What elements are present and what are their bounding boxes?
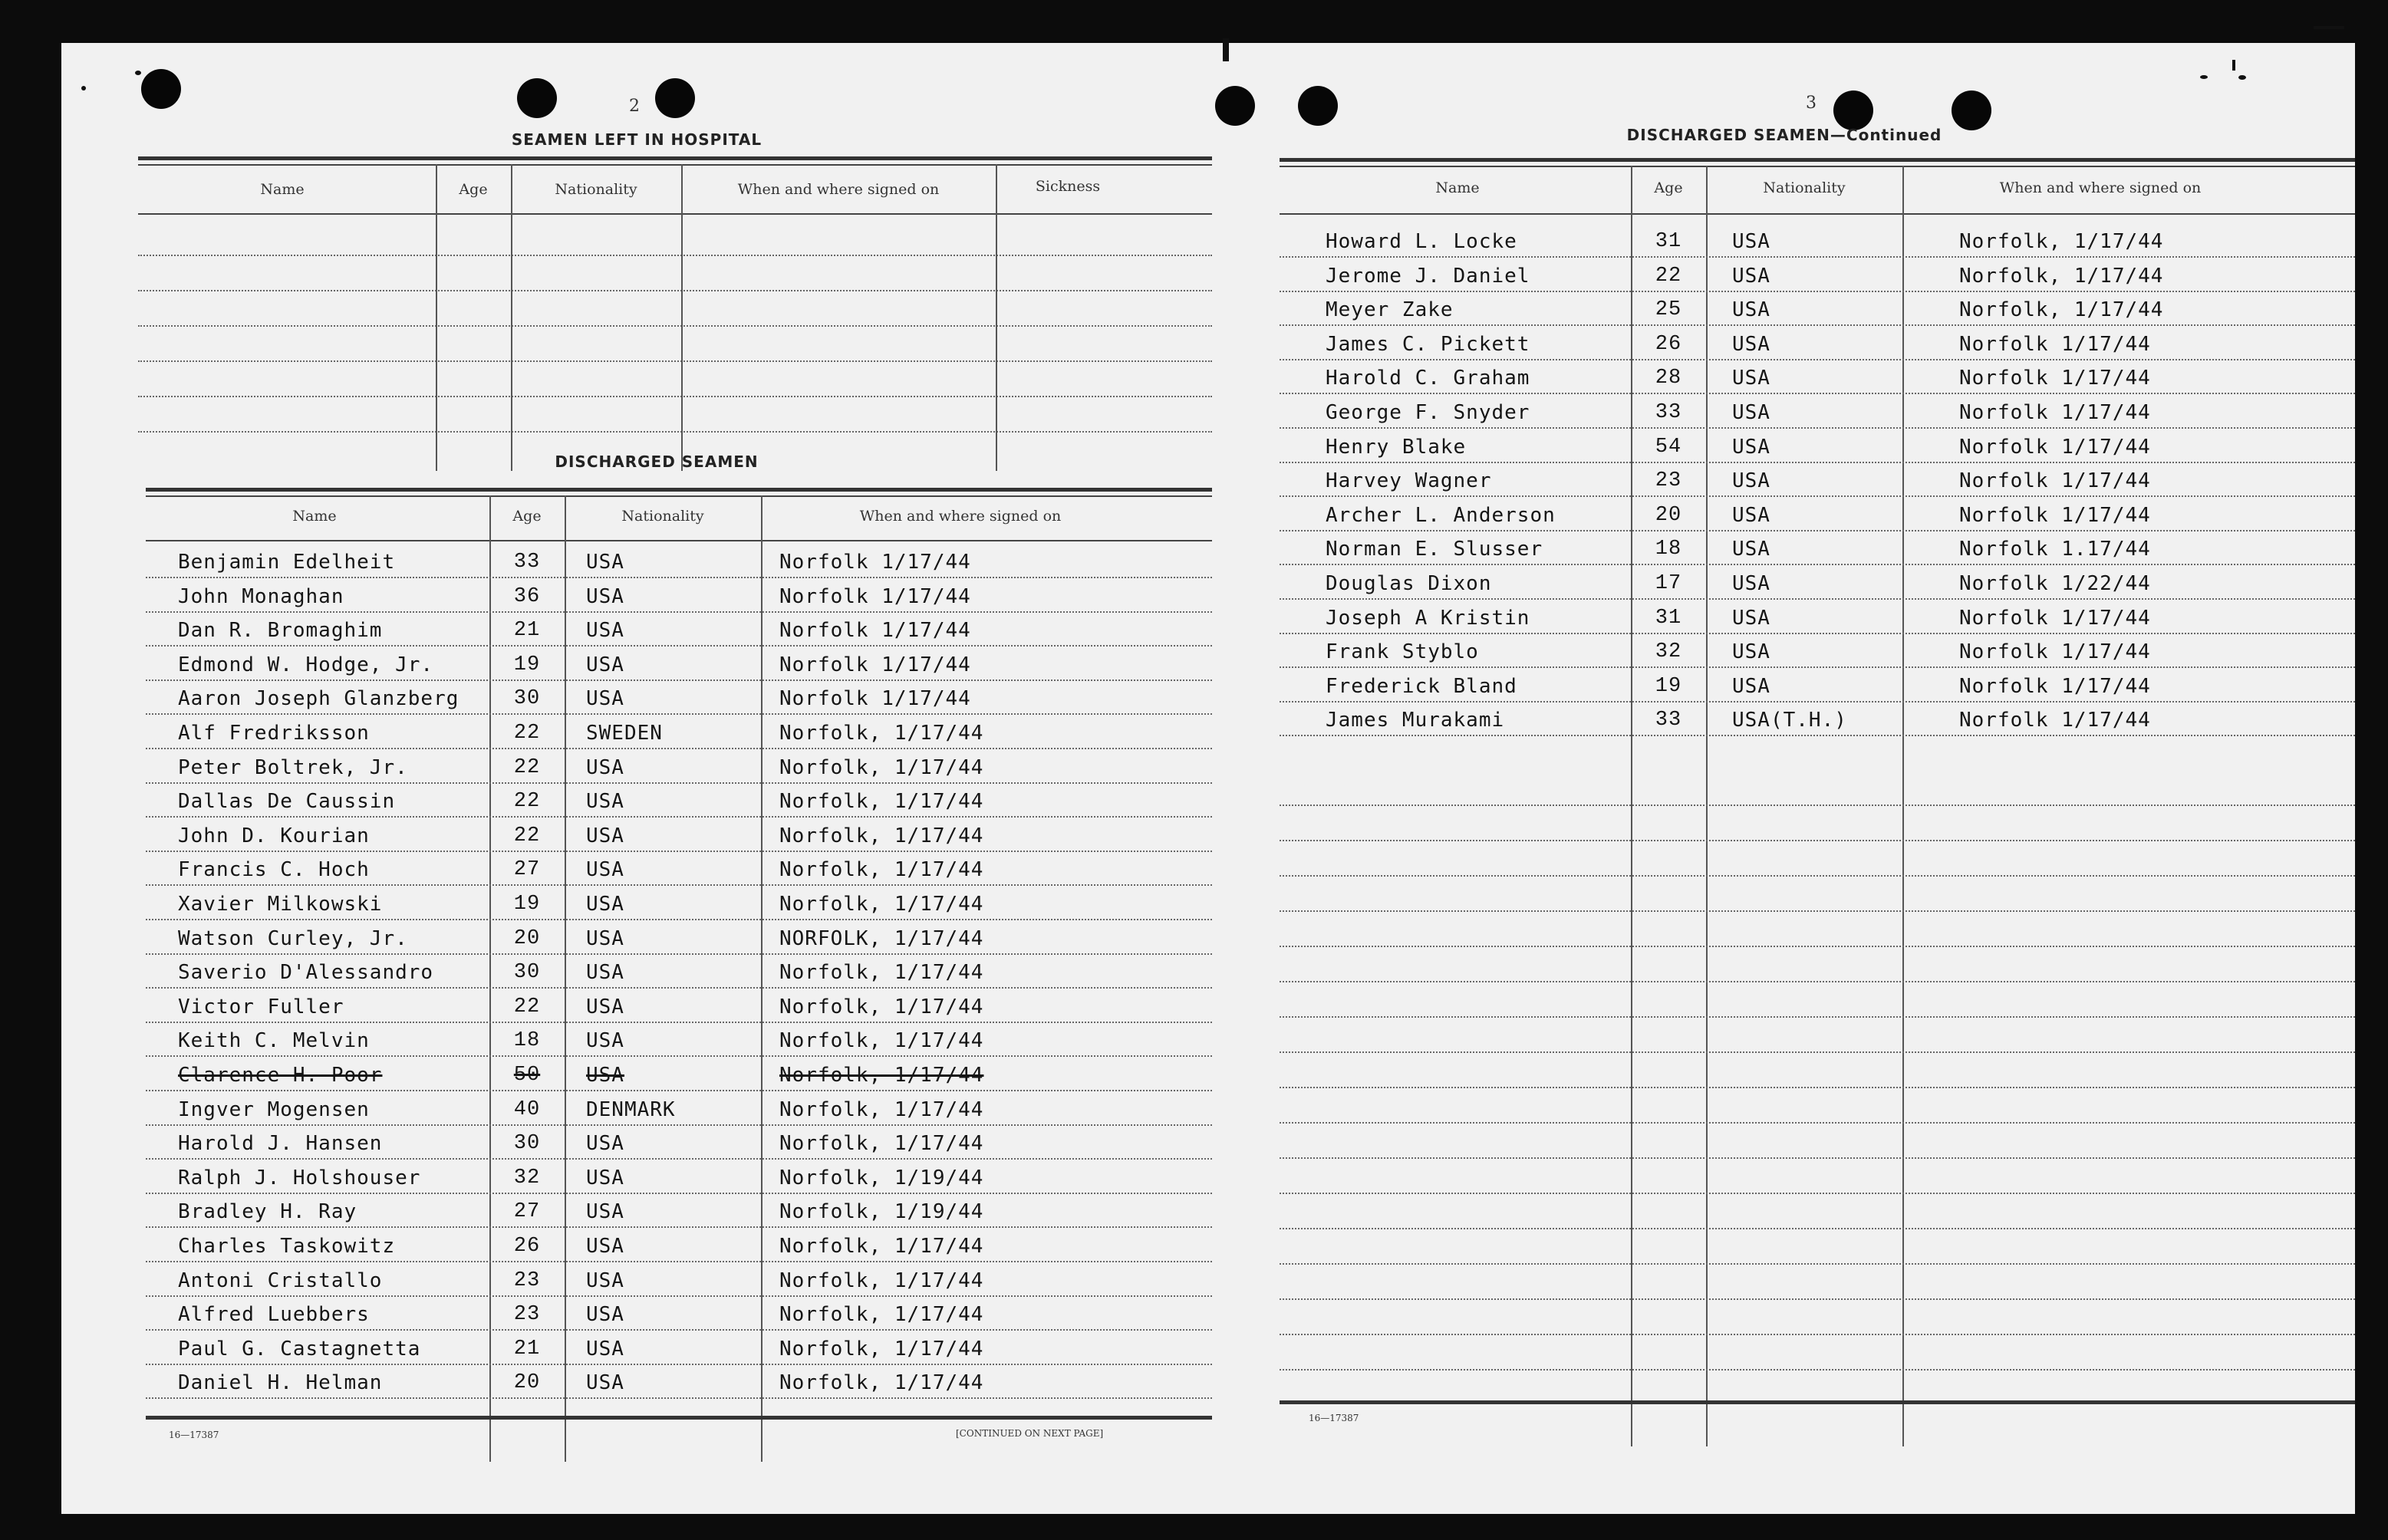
seaman-age: 22 [1655, 264, 1682, 288]
seaman-age: 19 [1655, 674, 1682, 698]
seaman-nationality: USA [586, 961, 624, 985]
seaman-age: 33 [513, 551, 541, 574]
col-header-age: Age [512, 508, 542, 525]
col-header-nationality: Nationality [555, 181, 637, 198]
seaman-age: 18 [1655, 538, 1682, 561]
seaman-name: Harold J. Hansen [178, 1132, 383, 1156]
signed-on: Norfolk, 1/17/44 [779, 722, 984, 745]
seaman-nationality: USA [1732, 606, 1770, 630]
seaman-age: 22 [513, 824, 541, 847]
seaman-age: 17 [1655, 572, 1682, 595]
seaman-age: 21 [513, 619, 541, 643]
seaman-age: 20 [513, 926, 541, 950]
seaman-age: 23 [1655, 469, 1682, 493]
seaman-name: John D. Kourian [178, 824, 370, 847]
seaman-age: 23 [513, 1303, 541, 1327]
seaman-nationality: USA [586, 584, 624, 608]
seaman-age: 33 [1655, 401, 1682, 424]
seaman-age: 27 [513, 858, 541, 882]
seaman-age: 36 [513, 584, 541, 608]
seaman-age: 25 [1655, 298, 1682, 322]
signed-on: Norfolk, 1/17/44 [1959, 230, 2164, 253]
signed-on: Norfolk 1/17/44 [779, 653, 971, 676]
seaman-name: Clarence H. Poor [178, 1064, 383, 1087]
seaman-nationality: USA [586, 824, 624, 847]
punch-hole [1952, 90, 1991, 130]
seaman-nationality: USA [586, 1269, 624, 1292]
signed-on: NORFOLK, 1/17/44 [779, 926, 984, 950]
col-header-name: Name [260, 181, 305, 198]
col-header-name: Name [292, 508, 337, 525]
form-number: 16—17387 [1309, 1413, 1359, 1423]
signed-on: Norfolk, 1/17/44 [779, 1097, 984, 1121]
seaman-name: Harold C. Graham [1326, 367, 1530, 390]
seaman-name: Antoni Cristallo [178, 1269, 383, 1292]
signed-on: Norfolk, 1/17/44 [779, 1371, 984, 1395]
seaman-nationality: USA [586, 790, 624, 814]
seaman-nationality: USA [586, 619, 624, 643]
punch-hole [141, 69, 181, 109]
seaman-age: 20 [513, 1371, 541, 1395]
seaman-nationality: USA [586, 755, 624, 779]
signed-on: Norfolk, 1/17/44 [1959, 298, 2164, 322]
seaman-nationality: USA [1732, 640, 1770, 664]
seaman-name: Victor Fuller [178, 995, 344, 1018]
signed-on: Norfolk 1.17/44 [1959, 538, 2151, 561]
seaman-age: 19 [513, 893, 541, 916]
signed-on: Norfolk, 1/17/44 [779, 1064, 984, 1087]
discharged-section-title: DISCHARGED SEAMEN [555, 452, 759, 471]
seaman-nationality: USA [586, 1064, 624, 1087]
seaman-nationality: USA [1732, 674, 1770, 698]
left-page [61, 43, 1212, 1514]
col-header-signed-on: When and where signed on [859, 508, 1062, 525]
seaman-age: 30 [513, 1132, 541, 1156]
seaman-name: Daniel H. Helman [178, 1371, 383, 1395]
seaman-name: Watson Curley, Jr. [178, 926, 408, 950]
signed-on: Norfolk 1/17/44 [1959, 367, 2151, 390]
seaman-name: Archer L. Anderson [1326, 503, 1556, 527]
seaman-nationality: USA [586, 551, 624, 574]
seaman-name: Saverio D'Alessandro [178, 961, 434, 985]
signed-on: Norfolk 1/17/44 [779, 551, 971, 574]
seaman-name: Paul G. Castagnetta [178, 1337, 421, 1361]
signed-on: Norfolk, 1/17/44 [779, 858, 984, 882]
seaman-age: 33 [1655, 709, 1682, 732]
seaman-nationality: USA [586, 1235, 624, 1258]
seaman-name: Frank Styblo [1326, 640, 1479, 664]
signed-on: Norfolk, 1/17/44 [779, 961, 984, 985]
seaman-nationality: USA [1732, 469, 1770, 493]
signed-on: Norfolk, 1/17/44 [1959, 264, 2164, 288]
seaman-age: 23 [513, 1269, 541, 1292]
seaman-nationality: USA [1732, 298, 1770, 322]
seaman-age: 26 [1655, 332, 1682, 356]
seaman-age: 26 [513, 1235, 541, 1258]
signed-on: Norfolk 1/17/44 [1959, 435, 2151, 459]
seaman-name: James Murakami [1326, 709, 1505, 732]
discharged-continued-title: DISCHARGED SEAMEN—Continued [1626, 126, 1942, 144]
signed-on: Norfolk, 1/17/44 [779, 790, 984, 814]
punch-hole [1833, 90, 1873, 130]
seaman-name: Benjamin Edelheit [178, 551, 396, 574]
signed-on: Norfolk, 1/17/44 [779, 1132, 984, 1156]
seaman-name: Ralph J. Holshouser [178, 1166, 421, 1190]
seaman-nationality: USA [1732, 572, 1770, 595]
seaman-name: Norman E. Slusser [1326, 538, 1543, 561]
continued-note: [CONTINUED ON NEXT PAGE] [956, 1428, 1104, 1439]
seaman-name: Alfred Luebbers [178, 1303, 370, 1327]
signed-on: Norfolk 1/17/44 [1959, 401, 2151, 424]
signed-on: Norfolk, 1/17/44 [779, 824, 984, 847]
punch-hole [655, 78, 695, 118]
signed-on: Norfolk 1/17/44 [1959, 469, 2151, 493]
signed-on: Norfolk 1/17/44 [1959, 332, 2151, 356]
col-header-age: Age [1654, 179, 1683, 196]
seaman-age: 50 [513, 1064, 541, 1087]
seaman-name: Edmond W. Hodge, Jr. [178, 653, 434, 676]
col-header-age: Age [459, 181, 488, 198]
seaman-age: 19 [513, 653, 541, 676]
signed-on: Norfolk, 1/17/44 [779, 893, 984, 916]
seaman-age: 31 [1655, 606, 1682, 630]
seaman-name: Joseph A Kristin [1326, 606, 1530, 630]
seaman-name: Ingver Mogensen [178, 1097, 370, 1121]
punch-hole [1298, 86, 1338, 126]
signed-on: Norfolk 1/22/44 [1959, 572, 2151, 595]
seaman-nationality: USA [1732, 264, 1770, 288]
seaman-age: 21 [513, 1337, 541, 1361]
col-header-sickness: Sickness [1035, 178, 1101, 195]
hospital-section-title: SEAMEN LEFT IN HOSPITAL [511, 130, 763, 149]
seaman-nationality: USA(T.H.) [1732, 709, 1847, 732]
signed-on: Norfolk, 1/17/44 [779, 1303, 984, 1327]
seaman-name: John Monaghan [178, 584, 344, 608]
seaman-nationality: USA [1732, 401, 1770, 424]
seaman-name: Dallas De Caussin [178, 790, 396, 814]
signed-on: Norfolk 1/17/44 [1959, 503, 2151, 527]
seaman-nationality: USA [586, 858, 624, 882]
signed-on: Norfolk 1/17/44 [779, 584, 971, 608]
seaman-name: Keith C. Melvin [178, 1029, 370, 1053]
seaman-name: Bradley H. Ray [178, 1200, 357, 1224]
seaman-age: 22 [513, 722, 541, 745]
seaman-age: 22 [513, 995, 541, 1018]
signed-on: Norfolk, 1/17/44 [779, 1269, 984, 1292]
seaman-nationality: USA [586, 926, 624, 950]
signed-on: Norfolk 1/17/44 [779, 687, 971, 711]
signed-on: Norfolk, 1/19/44 [779, 1200, 984, 1224]
seaman-nationality: USA [586, 1200, 624, 1224]
seaman-age: 22 [513, 755, 541, 779]
col-header-name: Name [1435, 179, 1480, 196]
col-header-nationality: Nationality [1763, 179, 1846, 196]
seaman-age: 20 [1655, 503, 1682, 527]
seaman-age: 30 [513, 961, 541, 985]
seaman-nationality: USA [586, 1029, 624, 1053]
seaman-nationality: USA [1732, 503, 1770, 527]
signed-on: Norfolk, 1/17/44 [779, 1337, 984, 1361]
punch-hole [517, 78, 557, 118]
seaman-age: 31 [1655, 230, 1682, 253]
seaman-nationality: USA [586, 1337, 624, 1361]
seaman-name: Meyer Zake [1326, 298, 1454, 322]
signed-on: Norfolk, 1/19/44 [779, 1166, 984, 1190]
seaman-age: 32 [1655, 640, 1682, 664]
seaman-nationality: USA [1732, 230, 1770, 253]
seaman-age: 28 [1655, 367, 1682, 390]
seaman-name: James C. Pickett [1326, 332, 1530, 356]
signed-on: Norfolk 1/17/44 [1959, 640, 2151, 664]
seaman-name: Xavier Milkowski [178, 893, 383, 916]
seaman-age: 22 [513, 790, 541, 814]
punch-hole [1215, 86, 1255, 126]
seaman-age: 54 [1655, 435, 1682, 459]
seaman-age: 32 [513, 1166, 541, 1190]
right-page [1212, 43, 2355, 1514]
seaman-age: 40 [513, 1097, 541, 1121]
seaman-name: Dan R. Bromaghim [178, 619, 383, 643]
seaman-nationality: USA [586, 893, 624, 916]
seaman-nationality: USA [586, 1371, 624, 1395]
seaman-name: Douglas Dixon [1326, 572, 1492, 595]
col-header-signed-on: When and where signed on [737, 181, 940, 198]
seaman-nationality: USA [586, 687, 624, 711]
signed-on: Norfolk, 1/17/44 [779, 995, 984, 1018]
col-header-nationality: Nationality [621, 508, 704, 525]
seaman-nationality: USA [1732, 367, 1770, 390]
seaman-nationality: USA [586, 995, 624, 1018]
seaman-name: Peter Boltrek, Jr. [178, 755, 408, 779]
seaman-nationality: USA [586, 1166, 624, 1190]
seaman-age: 30 [513, 687, 541, 711]
seaman-name: Henry Blake [1326, 435, 1467, 459]
signed-on: Norfolk, 1/17/44 [779, 755, 984, 779]
seaman-nationality: USA [586, 1303, 624, 1327]
seaman-nationality: USA [1732, 435, 1770, 459]
seaman-name: Alf Fredriksson [178, 722, 370, 745]
seaman-age: 18 [513, 1029, 541, 1053]
seaman-name: Francis C. Hoch [178, 858, 370, 882]
page-number: 2 [629, 97, 640, 116]
seaman-nationality: DENMARK [586, 1097, 676, 1121]
form-number: 16—17387 [169, 1430, 219, 1440]
signed-on: Norfolk, 1/17/44 [779, 1029, 984, 1053]
seaman-name: Frederick Bland [1326, 674, 1517, 698]
signed-on: Norfolk 1/17/44 [1959, 674, 2151, 698]
seaman-age: 27 [513, 1200, 541, 1224]
seaman-nationality: USA [586, 653, 624, 676]
seaman-name: George F. Snyder [1326, 401, 1530, 424]
seaman-name: Harvey Wagner [1326, 469, 1492, 493]
page-number: 3 [1806, 94, 1817, 113]
signed-on: Norfolk 1/17/44 [1959, 606, 2151, 630]
seaman-nationality: USA [1732, 332, 1770, 356]
seaman-name: Jerome J. Daniel [1326, 264, 1530, 288]
seaman-name: Aaron Joseph Glanzberg [178, 687, 459, 711]
seaman-name: Charles Taskowitz [178, 1235, 396, 1258]
col-header-signed-on: When and where signed on [1999, 179, 2202, 196]
signed-on: Norfolk 1/17/44 [779, 619, 971, 643]
signed-on: Norfolk, 1/17/44 [779, 1235, 984, 1258]
seaman-nationality: USA [586, 1132, 624, 1156]
seaman-name: Howard L. Locke [1326, 230, 1517, 253]
signed-on: Norfolk 1/17/44 [1959, 709, 2151, 732]
seaman-nationality: SWEDEN [586, 722, 663, 745]
seaman-nationality: USA [1732, 538, 1770, 561]
